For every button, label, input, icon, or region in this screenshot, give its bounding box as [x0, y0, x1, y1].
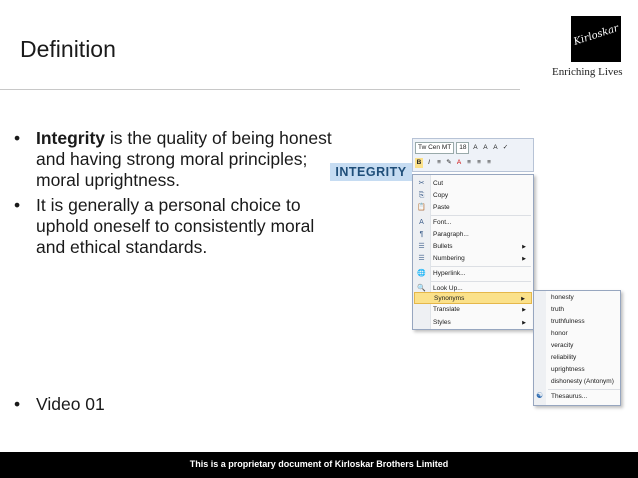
menu-label: Font... [433, 219, 452, 226]
synonym-item[interactable]: reliability [551, 354, 577, 361]
format-painter-icon[interactable]: ✓ [502, 143, 509, 151]
submenu-arrow-icon: ▶ [521, 296, 525, 302]
selected-word: INTEGRITY [330, 163, 412, 181]
brand-tagline: Enriching Lives [552, 66, 623, 78]
bullets-icon[interactable]: ≡ [487, 158, 491, 166]
menu-item-styles[interactable] [414, 317, 532, 329]
menu-label: Cut [433, 180, 444, 187]
footer-text: This is a proprietary document of Kirloskar Brothers Limited [189, 459, 449, 469]
synonym-item[interactable]: truthfulness [551, 318, 585, 325]
synonym-item[interactable]: uprightness [551, 366, 585, 373]
menu-label: Paragraph... [433, 231, 469, 238]
synonym-item-antonym[interactable]: dishonesty (Antonym) [551, 378, 614, 385]
slide-title: Definition [20, 36, 116, 62]
definition-bullets [12, 128, 342, 262]
synonyms-submenu [533, 290, 621, 406]
font-icon: A [419, 219, 424, 226]
align-center-icon[interactable]: ≡ [437, 158, 441, 166]
decrease-indent-icon[interactable]: ≡ [467, 158, 471, 166]
menu-label: Synonyms [434, 295, 465, 302]
brand-logo [571, 16, 621, 62]
footer-bar [0, 452, 638, 478]
thesaurus-item[interactable]: Thesaurus... [551, 393, 588, 400]
menu-item-numbering[interactable] [414, 253, 532, 265]
mini-toolbar [412, 138, 534, 172]
styles-icon[interactable]: A [493, 143, 498, 151]
submenu-separator [548, 389, 620, 390]
video-bullet[interactable]: • Video 01 [12, 394, 105, 415]
cut-icon: ✂ [418, 180, 425, 187]
bold-icon[interactable]: B [416, 158, 422, 166]
menu-label: Look Up... [433, 285, 463, 292]
font-size-box[interactable]: 18 [456, 142, 469, 154]
copy-icon: ⎘ [418, 192, 425, 199]
submenu-arrow-icon: ▶ [522, 320, 526, 326]
globe-icon: 🌐 [417, 270, 426, 277]
bullet-1-text: is the quality of being honest and having strong moral principles; moral uprightness. [36, 128, 332, 190]
context-menu [412, 174, 534, 330]
menu-item-paragraph[interactable] [414, 229, 532, 241]
submenu-arrow-icon: ▶ [522, 307, 526, 313]
magnifier-icon: 🔍 [417, 285, 426, 292]
grow-font-icon[interactable]: A [473, 143, 478, 151]
bullet-item-2: • It is generally a personal choice to uphold oneself to consistently moral and ethical standards. [12, 195, 342, 258]
menu-label: Translate [433, 306, 460, 313]
menu-label: Bullets [433, 243, 453, 250]
synonym-item[interactable]: honesty [551, 294, 574, 301]
menu-item-translate[interactable] [414, 304, 532, 316]
bullets-list-icon: ☰ [418, 243, 425, 250]
menu-separator [431, 215, 531, 216]
menu-item-copy[interactable] [414, 190, 532, 202]
menu-separator [431, 266, 531, 267]
title-divider [0, 89, 520, 90]
italic-icon[interactable]: I [428, 158, 430, 166]
submenu-gutter [534, 291, 546, 405]
menu-item-cut[interactable] [414, 178, 532, 190]
menu-item-paste[interactable] [414, 202, 532, 214]
menu-label: Paste [433, 204, 450, 211]
font-color-icon[interactable]: A [456, 158, 462, 166]
menu-item-bullets[interactable] [414, 241, 532, 253]
menu-label: Numbering [433, 255, 465, 262]
submenu-arrow-icon: ▶ [522, 244, 526, 250]
synonym-item[interactable]: honor [551, 330, 568, 337]
shrink-font-icon[interactable]: A [483, 143, 488, 151]
bullet-item-1 [12, 128, 342, 191]
paragraph-icon: ¶ [419, 231, 424, 238]
menu-item-font[interactable] [414, 217, 532, 229]
menu-separator [431, 281, 531, 282]
menu-item-synonyms[interactable] [414, 292, 532, 304]
highlight-icon[interactable]: ✎ [446, 158, 452, 166]
submenu-arrow-icon: ▶ [522, 256, 526, 262]
numbering-icon: ☰ [418, 255, 425, 262]
menu-label: Hyperlink... [433, 270, 466, 277]
menu-label: Styles [433, 319, 451, 326]
menu-item-hyperlink[interactable] [414, 268, 532, 280]
paste-icon: 📋 [417, 204, 426, 211]
thesaurus-icon: ☯ [536, 391, 544, 400]
font-name-box[interactable]: Tw Cen MT [415, 142, 454, 154]
synonym-item[interactable]: veracity [551, 342, 574, 349]
increase-indent-icon[interactable]: ≡ [477, 158, 481, 166]
brand-logo-text: Kirloskar [572, 22, 621, 48]
bullet-1-bold: Integrity [36, 128, 106, 148]
menu-label: Copy [433, 192, 449, 199]
synonym-item[interactable]: truth [551, 306, 565, 313]
